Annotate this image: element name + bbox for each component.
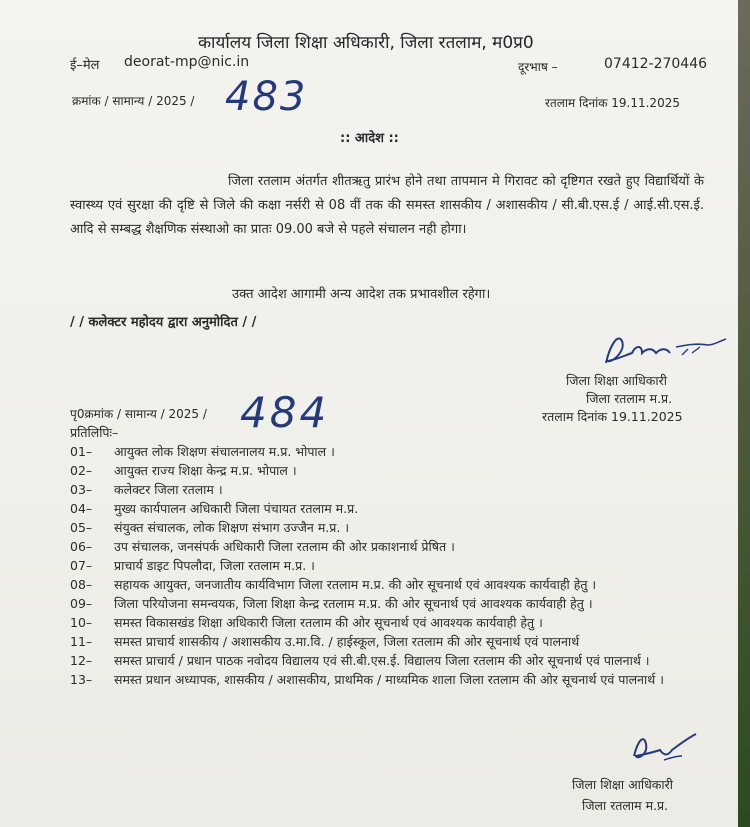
list-item-text: जिला परियोजना समन्वयक, जिला शिक्षा केन्द्र रतलाम म.प्र. की ओर सूचनार्थ एवं आवश्यक कार्यवाही हेतु । xyxy=(114,596,593,611)
list-item-text: सहायक आयुक्त, जनजातीय कार्यविभाग जिला रतलाम म.प्र. की ओर सूचनार्थ एवं आवश्यक कार्यवाही हेतु । xyxy=(114,577,597,592)
reference-number-2: पृ0क्रमांक / सामान्य / 2025 / xyxy=(70,407,207,421)
background-edge xyxy=(738,0,750,827)
list-item-text: समस्त विकासखंड शिक्षा अधिकारी जिला रतलाम की ओर सूचनार्थ एवं आवश्यक कार्यवाही हेतु । xyxy=(114,615,543,630)
list-item xyxy=(70,501,710,518)
phone-number: 07412-270446 xyxy=(604,56,708,72)
copy-to-label: प्रतिलिपिः– xyxy=(70,425,119,440)
list-item-number: 05– xyxy=(70,520,93,535)
signature-1 xyxy=(596,325,736,379)
list-item-number: 13– xyxy=(70,672,93,687)
list-item-text: आयुक्त राज्य शिक्षा केन्द्र म.प्र. भोपाल । xyxy=(114,463,297,478)
email-address: deorat-mp@nic.in xyxy=(124,54,250,70)
list-item xyxy=(70,634,710,651)
list-item xyxy=(70,558,710,575)
email-label: ई–मेल xyxy=(70,58,100,73)
order-paragraph: जिला रतलाम अंतर्गत शीतऋतु प्रारंभ होने तथा तापमान मे गिरावट को दृष्टिगत रखते हुए विद्यार्थियों के स्वास्थ्य एवं सुरक्षा की दृष्टि से जिले की कक्षा नर्सरी से 08 वीं तक की समस्त शासकीय / अशासकीय / सी.बी.एस.ई / आई.सी.एस.ई. आदि से सम्बद्ध शैक्षणिक संस्थाओ का प्रातः 09.00 बजे से पहले संचालन नही होगा। xyxy=(70,174,704,237)
order-heading: :: आदेश :: xyxy=(340,131,399,146)
order-date-2: रतलाम दिनांक 19.11.2025 xyxy=(542,409,683,424)
list-item-number: 02– xyxy=(70,463,93,478)
list-item xyxy=(70,672,710,689)
list-item xyxy=(70,463,710,480)
signature-2 xyxy=(624,726,704,774)
order-paragraph-block xyxy=(70,170,704,242)
list-item xyxy=(70,653,710,670)
order-date-1: रतलाम दिनांक 19.11.2025 xyxy=(545,96,680,110)
list-item-number: 12– xyxy=(70,653,93,668)
list-item-number: 06– xyxy=(70,539,93,554)
list-item-number: 04– xyxy=(70,501,93,516)
list-item xyxy=(70,520,710,537)
list-item-number: 07– xyxy=(70,558,93,573)
list-item-number: 01– xyxy=(70,444,93,459)
office-title: कार्यालय जिला शिक्षा अधिकारी, जिला रतलाम, म0प्र0 xyxy=(198,33,534,53)
officer-place-2: जिला रतलाम म.प्र. xyxy=(582,798,669,813)
list-item xyxy=(70,539,710,556)
list-item-text: प्राचार्य डाइट पिपलौदा, जिला रतलाम म.प्र. । xyxy=(114,558,315,573)
list-item-text: उप संचालक, जनसंपर्क अधिकारी जिला रतलाम की ओर प्रकाशनार्थ प्रेषित । xyxy=(114,539,455,554)
handwritten-number-1: 483 xyxy=(225,74,308,120)
phone-label: दूरभाष – xyxy=(518,60,558,74)
order-validity-line: उक्त आदेश आगामी अन्य आदेश तक प्रभावशील रहेगा। xyxy=(232,287,491,302)
officer-place-1: जिला रतलाम म.प्र. xyxy=(586,391,673,406)
list-item-text: समस्त प्राचार्य / प्रधान पाठक नवोदय विद्यालय एवं सी.बी.एस.ई. विद्यालय जिला रतलाम की ओर सूचनार्थ एवं पालनार्थ । xyxy=(114,653,650,668)
list-item-text: आयुक्त लोक शिक्षण संचालनालय म.प्र. भोपाल । xyxy=(114,444,335,459)
handwritten-number-2: 484 xyxy=(240,388,330,437)
list-item-text: मुख्य कार्यपालन अधिकारी जिला पंचायत रतलाम म.प्र. xyxy=(114,501,359,516)
list-item xyxy=(70,596,710,613)
list-item xyxy=(70,577,710,594)
officer-title-2: जिला शिक्षा आधिकारी xyxy=(572,777,673,792)
list-item-text: समस्त प्रधान अध्यापक, शासकीय / अशासकीय, प्राथमिक / माध्यमिक शाला जिला रतलाम की ओर सूचनार्थ एवं पालनार्थ । xyxy=(114,672,664,687)
list-item-number: 08– xyxy=(70,577,93,592)
reference-number-1: क्रमांक / सामान्य / 2025 / xyxy=(72,94,195,108)
collector-approval: / / कलेक्टर महोदय द्वारा अनुमोदित / / xyxy=(70,315,257,330)
list-item-text: संयुक्त संचालक, लोक शिक्षण संभाग उज्जैन म.प्र. । xyxy=(114,520,350,535)
list-item-text: कलेक्टर जिला रतलाम । xyxy=(114,482,223,497)
list-item-text: समस्त प्राचार्य शासकीय / अशासकीय उ.मा.वि. / हाईस्कूल, जिला रतलाम की ओर सूचनार्थ एवं पालनार्थ xyxy=(114,634,580,649)
list-item-number: 10– xyxy=(70,615,93,630)
copy-recipient-list xyxy=(70,444,710,691)
officer-title-1: जिला शिक्षा आधिकारी xyxy=(566,373,667,388)
list-item xyxy=(70,615,710,632)
list-item-number: 09– xyxy=(70,596,93,611)
list-item-number: 03– xyxy=(70,482,93,497)
list-item xyxy=(70,482,710,499)
list-item-number: 11– xyxy=(70,634,93,649)
list-item xyxy=(70,444,710,461)
